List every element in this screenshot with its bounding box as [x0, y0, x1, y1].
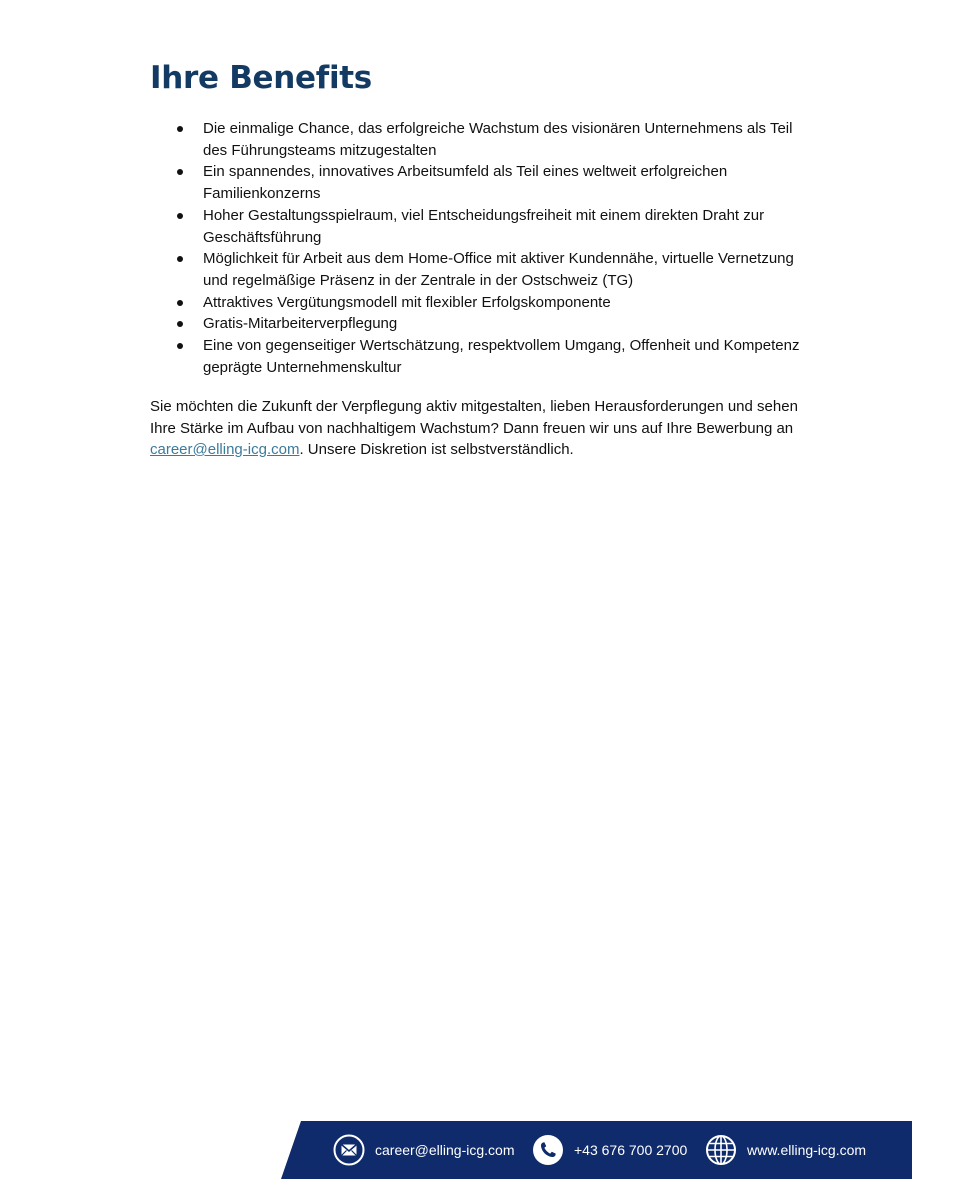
benefit-text: Gratis-Mitarbeiterverpflegung [203, 315, 398, 333]
footer-website[interactable] [705, 1121, 866, 1179]
list-item [150, 161, 820, 204]
bullet-icon [177, 126, 183, 132]
benefit-text: Möglichkeit für Arbeit aus dem Home-Office mit aktiver Kundennähe, virtuelle Vernetzung und regelmäßige Präsenz in der Zentrale in der Ostschweiz (TG) [203, 250, 794, 289]
benefit-text: Ein spannendes, innovatives Arbeitsumfeld als Teil eines weltweit erfolgreichen Familienkonzerns [203, 163, 728, 203]
footer-phone[interactable] [532, 1121, 687, 1179]
bullet-icon [177, 300, 183, 306]
closing-paragraph [150, 396, 800, 461]
benefits-list [150, 118, 820, 378]
list-item [150, 205, 820, 248]
benefit-text: Die einmalige Chance, das erfolgreiche Wachstum des visionären Unternehmens als Teil des Führungsteams mitzugestalten [203, 120, 793, 159]
envelope-icon [333, 1134, 365, 1166]
list-item [150, 248, 820, 291]
list-item [150, 292, 820, 314]
footer-email[interactable] [333, 1121, 514, 1179]
bullet-icon [177, 321, 183, 327]
email-link[interactable]: career@elling-icg.com [150, 441, 300, 458]
footer-phone-text: +43 676 700 2700 [574, 1142, 688, 1158]
closing-text-end: . Unsere Diskretion ist selbstverständlich. [299, 441, 574, 458]
bullet-icon [177, 213, 183, 219]
benefit-text: Hoher Gestaltungsspielraum, viel Entscheidungsfreiheit mit einem direkten Draht zur Geschäftsführung [203, 206, 765, 246]
benefit-text: Eine von gegenseitiger Wertschätzung, respektvollem Umgang, Offenheit und Kompetenz geprägte Unternehmenskultur [203, 337, 800, 376]
benefit-text: Attraktives Vergütungsmodell mit flexibler Erfolgskomponente [203, 293, 611, 311]
page-title: Ihre Benefits [150, 60, 372, 96]
bullet-icon [177, 343, 183, 349]
closing-text: Sie möchten die Zukunft der Verpflegung aktiv mitgestalten, lieben Herausforderungen und sehen Ihre Stärke im Aufbau von nachhaltigem Wachstum? Dann freuen wir uns auf Ihre Bewerbung an [150, 398, 798, 437]
list-item [150, 335, 820, 378]
bullet-icon [177, 256, 183, 262]
list-item [150, 313, 820, 335]
bullet-icon [177, 169, 183, 175]
phone-icon [532, 1134, 564, 1166]
list-item [150, 118, 820, 161]
footer-email-text: career@elling-icg.com [375, 1142, 515, 1158]
contact-footer [281, 1121, 912, 1179]
globe-icon [705, 1134, 737, 1166]
footer-website-text: www.elling-icg.com [747, 1142, 867, 1158]
